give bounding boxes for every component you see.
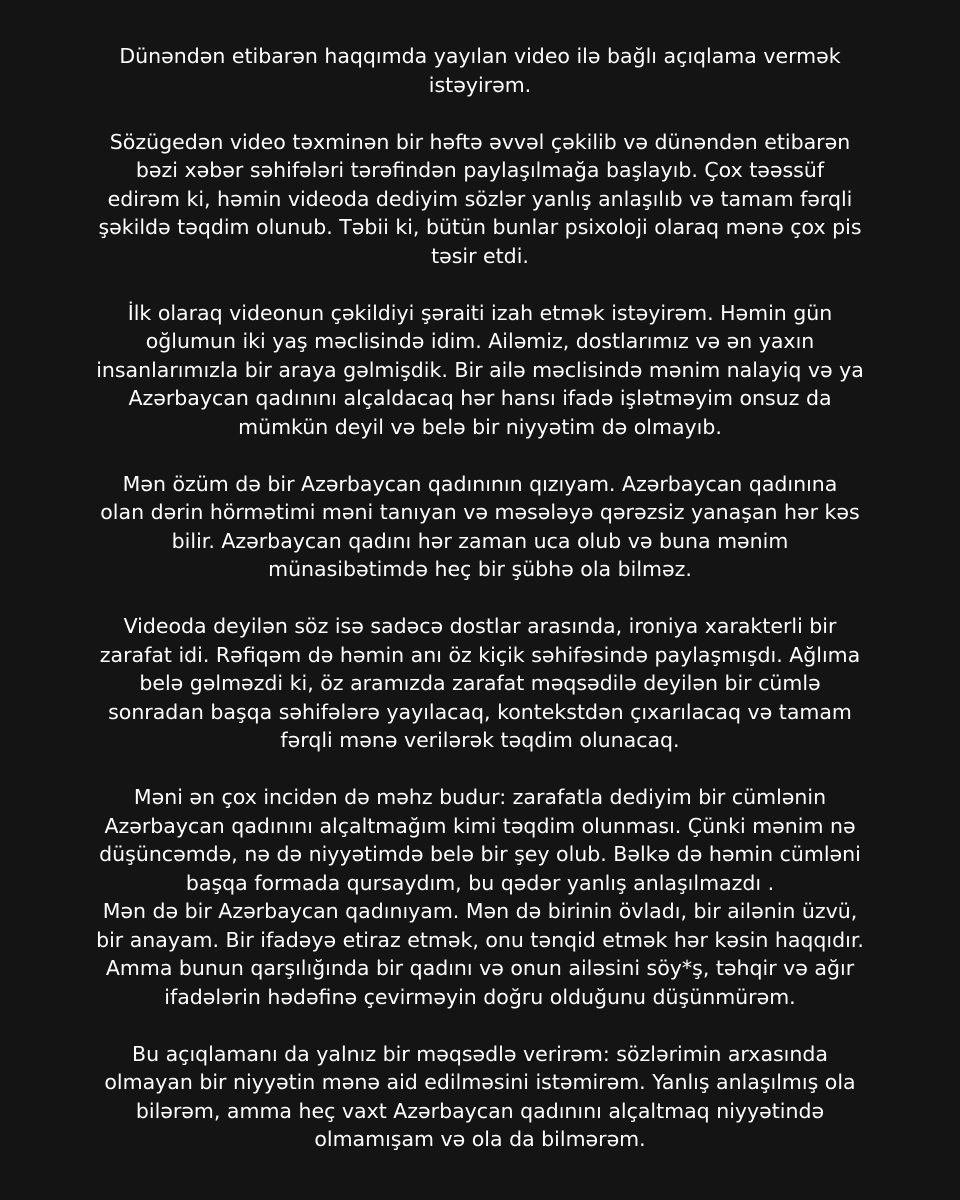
text-line: Məni ən çox incidən də məhz budur: zarafatla dediyim bir cümlənin (133, 785, 827, 809)
text-line: zarafat idi. Rəfiqəm də həmin anı öz kiçik səhifəsində paylaşmışdı. Ağlıma (99, 642, 861, 667)
paragraph-conclusion (70, 1040, 890, 1154)
text-line: ifadələrin hədəfinə çevirməyin doğru olduğunu düşünmürəm. (164, 984, 796, 1009)
text-line: Azərbaycan qadınını alçaldacaq hər hansı ifadə işlətməyim onsuz da (128, 386, 832, 410)
text-line: başqa formada qursaydım, bu qədər yanlış anlaşılmazdı . (185, 870, 775, 895)
text-line: Dünəndən etibarən haqqımda yayılan video ilə bağlı açıqlama vermək (119, 44, 841, 68)
text-line: şəkildə təqdim olunub. Təbii ki, bütün bunlar psixoloji olaraq mənə çox pis (98, 215, 862, 239)
text-line: olan dərin hörmətimi məni tanıyan və məsələyə qərəzsiz yanaşan hər kəs (100, 500, 860, 524)
text-line: olmamışam və ola da bilmərəm. (314, 1127, 646, 1151)
paragraph-respect (70, 470, 890, 584)
text-line: Bu açıqlamanı da yalnız bir məqsədlə verirəm: sözlərimin arxasında (132, 1041, 828, 1066)
paragraph-intro (70, 42, 890, 99)
text-line: düşüncəmdə, nə də niyyətimdə belə bir şey olub. Bəlkə də həmin cümləni (99, 842, 861, 866)
text-line: Videoda deyilən söz isə sadəcə dostlar arasında, ironiya xarakterli bir (123, 614, 837, 638)
statement-text (70, 42, 890, 1182)
text-line: fərqli mənə verilərək təqdim olunacaq. (280, 728, 680, 752)
text-line: sonradan başqa səhifələrə yayılacaq, kontekstdən çıxarılacaq və tamam (108, 699, 852, 724)
text-line: İlk olaraq videonun çəkildiyi şəraiti izah etmək istəyirəm. Həmin gün (127, 300, 833, 325)
text-line: Mən özüm də bir Azərbaycan qadınının qızıyam. Azərbaycan qadınına (122, 471, 838, 496)
text-line: insanlarımızla bir araya gəlmişdik. Bir ailə məclisində mənim nalayiq və ya (96, 357, 864, 382)
paragraph-joke (70, 612, 890, 755)
paragraph-hurt (70, 783, 890, 1011)
text-line: oğlumun iki yaş məclisində idim. Ailəmiz, dostlarımız və ən yaxın (145, 329, 815, 353)
text-line: təsir etdi. (431, 243, 529, 268)
text-line: Sözügedən video təxminən bir həftə əvvəl çəkilib və dünəndən etibarən (109, 129, 851, 154)
text-line: Azərbaycan qadınını alçaltmağım kimi təqdim olunması. Çünki mənim nə (104, 813, 856, 838)
text-line: bilərəm, amma heç vaxt Azərbaycan qadınını alçaltmaq niyyətində (135, 1098, 825, 1123)
text-line: Mən də bir Azərbaycan qadınıyam. Mən də birinin övladı, bir ailənin üzvü, (102, 899, 858, 923)
text-line: münasibətimdə heç bir şübhə ola bilməz. (268, 557, 692, 581)
text-line: bəzi xəbər səhifələri tərəfindən paylaşılmağa başlayıb. Çox təəssüf (135, 158, 825, 182)
text-line: belə gəlməzdi ki, öz aramızda zarafat məqsədilə deyilən bir cümlə (139, 671, 821, 695)
text-line: Amma bunun qarşılığında bir qadını və onun ailəsini söy*ş, təhqir və ağır (105, 956, 855, 980)
text-line: istəyirəm. (428, 72, 532, 97)
paragraph-video-context (70, 128, 890, 271)
text-line: mümkün deyil və belə bir niyyətim də olmayıb. (238, 414, 722, 439)
text-line: olmayan bir niyyətin mənə aid edilməsini istəmirəm. Yanlış anlaşılmış ola (104, 1070, 856, 1094)
text-line: bilir. Azərbaycan qadını hər zaman uca olub və buna mənim (171, 528, 789, 553)
text-line: bir anayam. Bir ifadəyə etiraz etmək, onu tənqid etmək hər kəsin haqqıdır. (96, 927, 864, 952)
text-line: edirəm ki, həmin videoda dediyim sözlər yanlış anlaşılıb və tamam fərqli (107, 186, 853, 211)
paragraph-circumstances (70, 299, 890, 442)
